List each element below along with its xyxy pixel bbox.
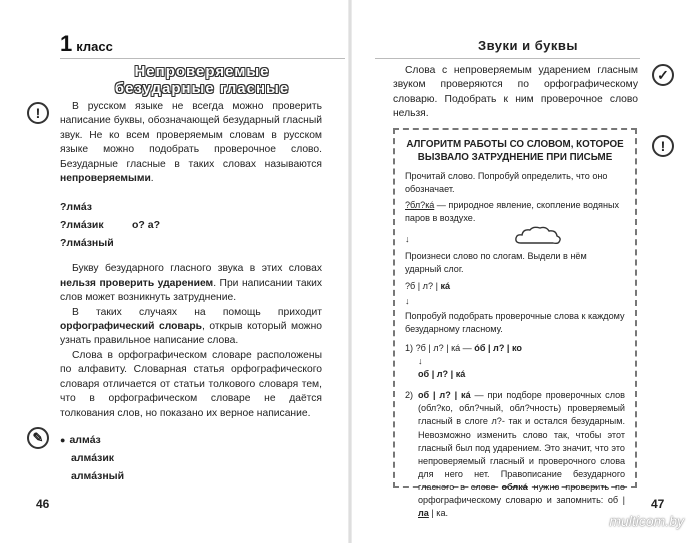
p1-end: . — [150, 173, 154, 185]
p3-text: В таких случаях на помощь приходит — [72, 306, 322, 318]
book-spine — [348, 0, 352, 543]
p3-bold: орфографический словарь — [60, 321, 202, 333]
exclamation-icon: ! — [652, 135, 674, 157]
item-2 — [405, 389, 625, 520]
intro-text: Слова с непроверяемым ударением гласным звуком проверяются по орфографическому словарю. Подобрать к ним проверочное слово нельзя. — [393, 65, 638, 120]
cloud-icon — [513, 225, 563, 247]
example-word: ?лмáзный — [60, 237, 114, 250]
pencil-icon: ✎ — [27, 427, 49, 449]
step-2-syllables — [405, 280, 625, 293]
item-2-word: об | л? | кá — [418, 390, 471, 401]
step-1-definition — [405, 199, 625, 225]
dict-word: алмáзик — [71, 451, 115, 464]
item-2-final-tail: | ка. — [428, 508, 449, 519]
page-number-right: 47 — [651, 497, 665, 511]
paragraph-3 — [60, 306, 322, 349]
item-1-answer: об | л? | кá — [418, 369, 466, 380]
dict-word: алмáзный — [71, 469, 125, 482]
arrow-down-icon: ↓ — [405, 295, 410, 306]
p1-text: В русском языке не всегда можно проверить написание буквы, обозначающей безударный гласный звук. Не ко всем проверяемым словам в русском языке можно подобрать проверочное слово. Безударные гласные в таких словах называются — [60, 101, 322, 170]
left-column — [60, 100, 322, 485]
title-line-2: безударные гласные — [114, 80, 290, 97]
box-title — [405, 138, 625, 164]
header-rule-right — [375, 58, 640, 59]
p2-end: . При написании таких слов может возникнуть затруднение. — [60, 277, 322, 304]
syllables: ?б | л? | — [405, 280, 441, 291]
arrow-down-icon: ↓ — [405, 234, 410, 245]
step-3: Попробуй подобрать проверочные слова к каждому безударному гласному. — [405, 310, 625, 334]
example-question: о? а? — [132, 219, 160, 232]
right-intro — [393, 64, 638, 122]
bullet-icon: ● — [60, 434, 66, 445]
grade-word: класс — [76, 39, 113, 54]
grade-number: 1 — [60, 31, 73, 56]
watermark: multicom.by — [609, 513, 684, 529]
p2-text: Букву безударного гласного звука в этих словах — [72, 263, 322, 275]
item-1-arrow — [418, 355, 625, 368]
box-title-line-2: ВЫЗВАЛО ЗАТРУДНЕНИЕ ПРИ ПИСЬМЕ — [417, 152, 613, 163]
p3-end: , открыв который можно узнать правильное написание слова. — [60, 321, 322, 347]
word-oblako: ?бл?кá — [405, 200, 435, 211]
p2-bold: нельзя проверить ударением — [60, 277, 214, 289]
example-word: ?лмáз — [60, 201, 92, 214]
item-2-text — [418, 389, 625, 520]
section-title: Звуки и буквы — [478, 38, 578, 53]
step-2: Произнеси слово по слогам. Выдели в нём ударный слог. — [405, 251, 587, 275]
item-2-bold-word: облкá — [501, 481, 528, 492]
example-word: ?лмáзик — [60, 219, 104, 232]
paragraph-4: Слова в орфографическом словаре расположены по алфавиту. Словарная статья орфографического словаря отличается от статьи толкового словаря тем, что в орфографическом словаре не даётся толкования слов, но показано их верное написание. — [60, 349, 322, 419]
item-1-word: ?б | л? | кá — — [415, 342, 472, 353]
cloud-row — [405, 225, 625, 247]
check-icon: ✓ — [652, 64, 674, 86]
dict-entry — [60, 431, 322, 449]
item-1 — [405, 342, 625, 355]
example-words — [60, 198, 322, 252]
grade-label — [60, 31, 113, 57]
algorithm-content — [405, 138, 625, 520]
item-2-explanation: — при подборе проверочных слов (обл?ко, обл?чный, обл?чность) проверяемый гласный в слоге л?- так и остался безударным. Невозможно изменить слово так, чтобы этот гласный был под ударением. Это значит, что это непроверяемый гласный и проверочного слова для него нет. Правописание безударного гласного в слове — [418, 390, 625, 492]
item-number: 1) — [405, 342, 414, 353]
paragraph-1 — [60, 100, 322, 186]
p1-bold: непроверяемыми — [60, 173, 151, 185]
header-rule-left — [60, 58, 345, 59]
box-title-line-1: АЛГОРИТМ РАБОТЫ СО СЛОВОМ, КОТОРОЕ — [406, 139, 624, 150]
step-1: Прочитай слово. Попробуй определить, что оно обозначает. — [405, 171, 608, 195]
paragraph-2 — [60, 262, 322, 305]
item-2-tail: нужно проверить по орфографическому словарю и запомнить: об | — [418, 481, 625, 505]
algorithm-box — [393, 128, 637, 519]
dict-word: алмáз — [69, 433, 101, 446]
definition-text: — природное явление, скопление водяных паров в воздухе. — [405, 200, 620, 224]
item-number: 2) — [405, 390, 414, 401]
exclamation-icon: ! — [27, 102, 49, 124]
page-title — [60, 63, 344, 97]
arrow-down-icon: ↓ — [418, 356, 423, 367]
dictionary-words — [60, 431, 322, 485]
item-1-check: óб | л? | ко — [474, 342, 522, 353]
title-line-1: Непроверяемые — [134, 63, 270, 80]
item-2-final-syllable: ла — [418, 508, 429, 519]
page-number-left: 46 — [36, 497, 50, 511]
stressed-syllable: кá — [440, 280, 451, 291]
